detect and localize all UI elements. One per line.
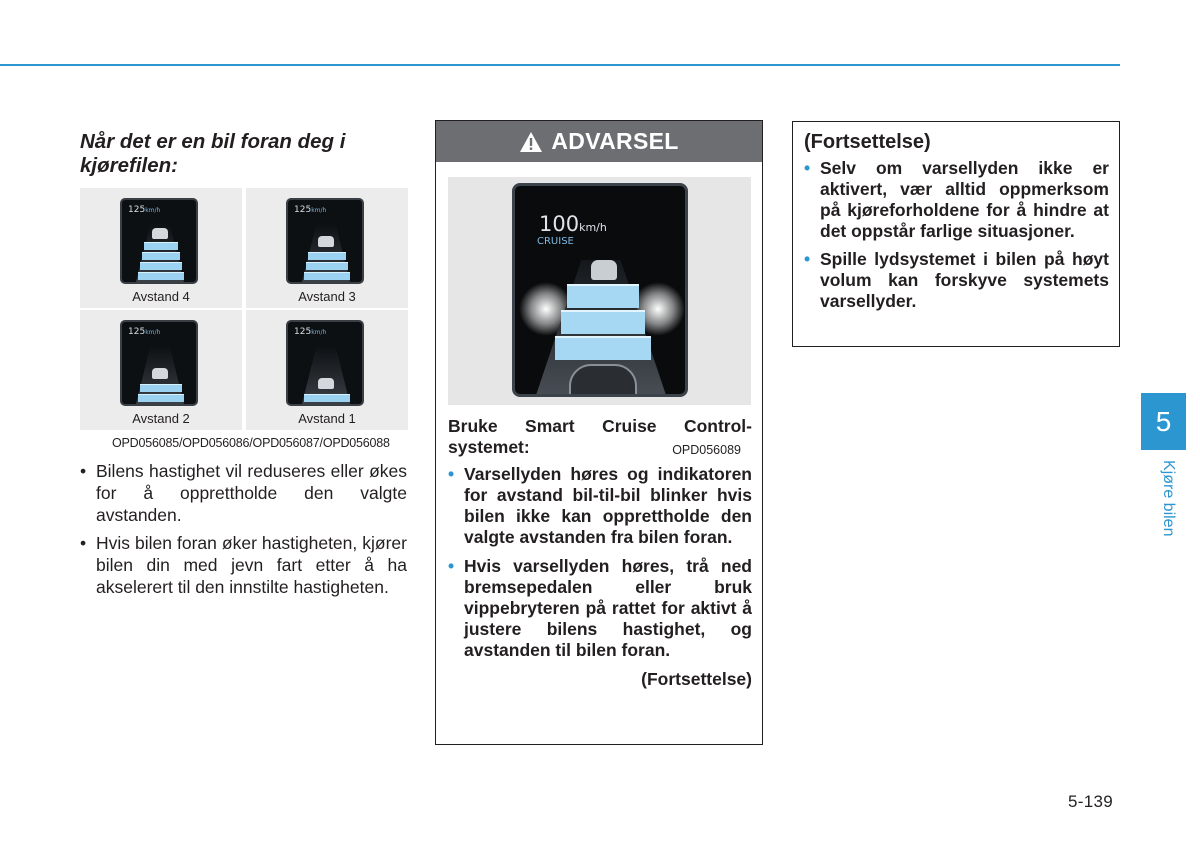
speed-readout: 100km/h CRUISE	[537, 212, 607, 247]
distance-bar	[561, 310, 645, 334]
figure-caption: Avstand 3	[298, 289, 356, 304]
header-rule	[0, 64, 1120, 66]
distance-bar	[308, 252, 346, 260]
left-column	[80, 130, 410, 178]
distance-bar	[144, 242, 178, 250]
distance-bar	[138, 394, 184, 402]
warning-box	[435, 120, 763, 745]
distance-bar	[304, 394, 350, 402]
distance-bar	[142, 252, 180, 260]
vehicle-ahead-icon	[152, 228, 168, 239]
cluster-display	[512, 183, 688, 397]
cluster-display	[286, 320, 364, 406]
figure-id: OPD056085/OPD056086/OPD056087/OPD056088	[112, 436, 390, 450]
figure-caption: Avstand 2	[132, 411, 190, 426]
distance-bar	[140, 262, 182, 270]
vehicle-ahead-icon	[318, 236, 334, 247]
distance-bar	[555, 336, 651, 360]
list-item: • Selv om varsellyden ikke er aktivert, vær alltid oppmerksom på kjøreforholdene for å hindre at det oppstår farlige situasjoner.	[804, 158, 1109, 242]
distance-bar	[567, 284, 639, 308]
cluster-display	[120, 198, 198, 284]
continued-heading: (Fortsettelse)	[804, 131, 931, 153]
chapter-name: Kjøre bilen	[1160, 460, 1177, 537]
figure-caption: Avstand 1	[298, 411, 356, 426]
list-item: • Bilens hastighet vil reduseres eller økes for å opprettholde den valgte avstanden.	[80, 460, 407, 526]
warning-triangle-icon	[519, 131, 543, 153]
cluster-display	[120, 320, 198, 406]
distance-figure-grid	[80, 188, 408, 430]
own-vehicle-icon	[569, 364, 637, 397]
vehicle-ahead-icon	[152, 368, 168, 379]
warning-lead: Bruke Smart Cruise Control-systemet:	[448, 416, 752, 457]
warning-header	[436, 121, 762, 162]
list-item: • Spille lydsystemet i bilen på høyt volum kan forskyve systemets varsellyder.	[804, 249, 1109, 312]
continued-body	[804, 158, 1109, 312]
page-number: 5-139	[1068, 792, 1113, 811]
continued-warning-box	[792, 121, 1120, 347]
speed-readout: 125km/h	[294, 327, 327, 337]
list-item: • Hvis varsellyden høres, trå ned bremsepedalen eller bruk vippebryteren på rattet for aktivt å justere bilens hastighet, og avstanden til bilen foran.	[448, 556, 752, 661]
vehicle-ahead-icon	[318, 378, 334, 389]
section-heading: Når det er en bil foran deg i kjørefilen:	[80, 130, 346, 177]
distance-bar	[140, 384, 182, 392]
list-item: • Varsellyden høres og indikatoren for avstand bil-til-bil blinker hvis bilen ikke kan opprettholde den valgte avstanden fra bilen foran.	[448, 464, 752, 548]
figure-caption: Avstand 4	[132, 289, 190, 304]
left-bullet-list	[80, 460, 407, 604]
vehicle-ahead-icon	[591, 260, 617, 280]
cluster-display	[286, 198, 364, 284]
figure-distance-2	[80, 310, 242, 430]
figure-distance-4	[80, 188, 242, 308]
distance-bar	[138, 272, 184, 280]
figure-id: OPD056089	[672, 443, 741, 457]
list-item: • Hvis bilen foran øker hastigheten, kjører bilen din med jevn fart etter å ha akselerert til den innstilte hastigheten.	[80, 532, 407, 598]
distance-bar	[304, 272, 350, 280]
speed-readout: 125km/h	[128, 327, 161, 337]
speed-readout: 125km/h	[294, 205, 327, 215]
figure-distance-1	[246, 310, 408, 430]
cruise-label: CRUISE	[537, 236, 574, 247]
chapter-number-tab: 5	[1141, 393, 1186, 450]
warning-title: ADVARSEL	[551, 128, 679, 154]
continuation-note: (Fortsettelse)	[641, 669, 752, 689]
figure-distance-3	[246, 188, 408, 308]
warning-body	[448, 416, 752, 690]
distance-bar	[306, 262, 348, 270]
speed-readout: 125km/h	[128, 205, 161, 215]
